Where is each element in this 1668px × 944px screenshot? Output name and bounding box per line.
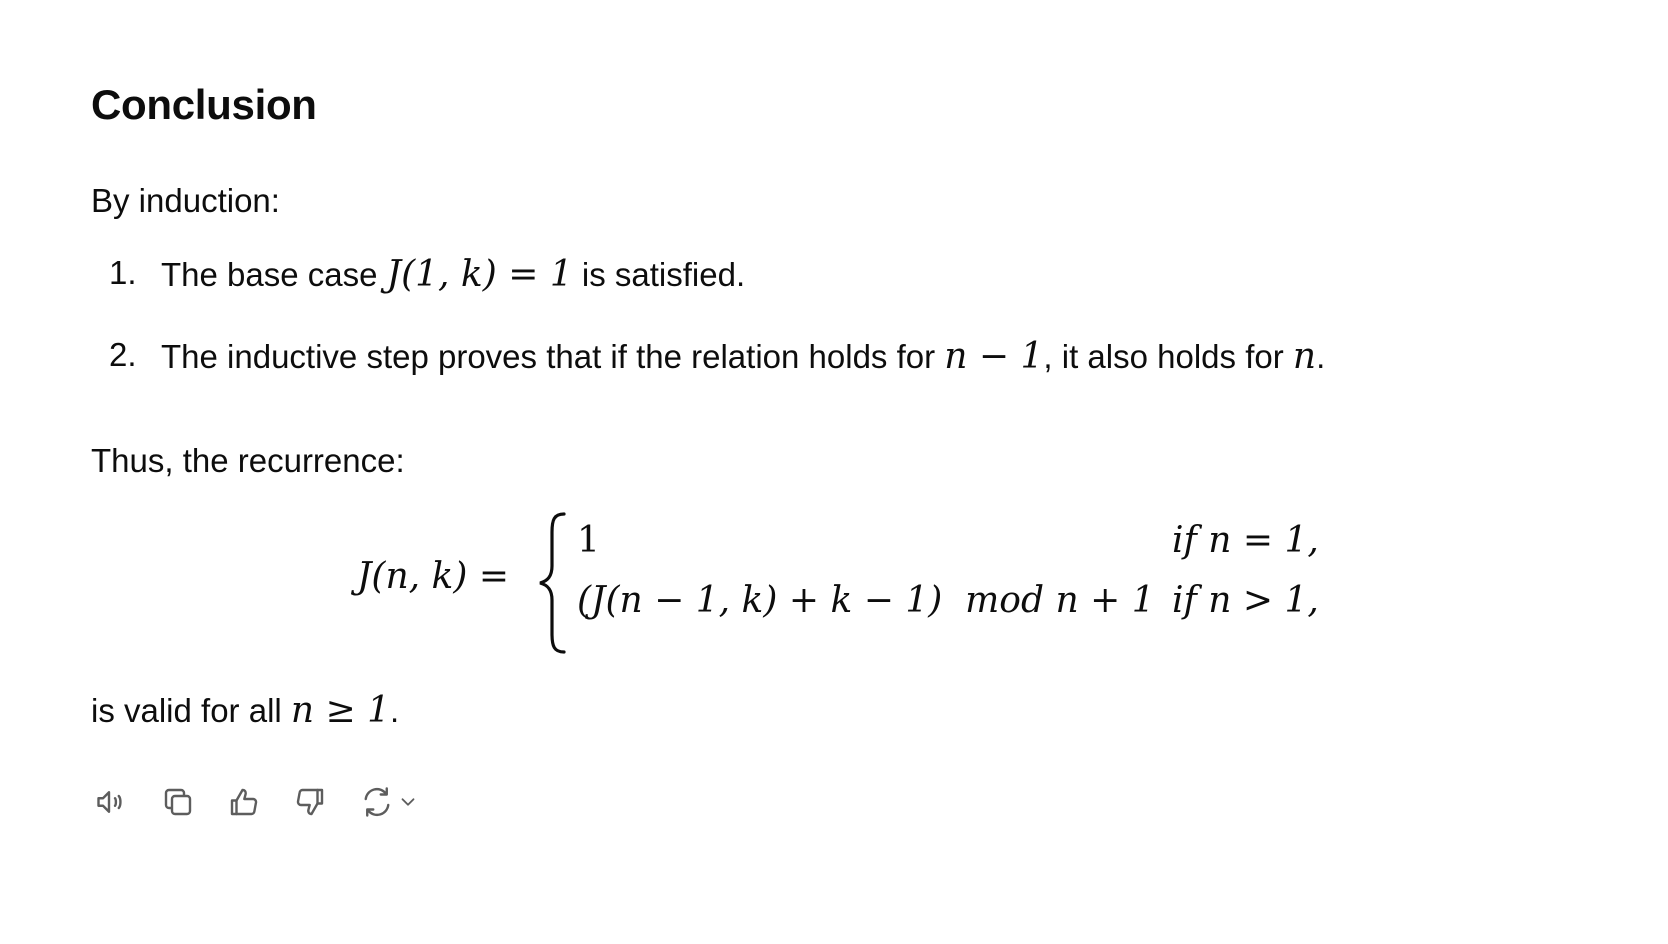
- list-text: The inductive step proves that if the relation holds for: [161, 337, 945, 375]
- case2-condition: if n > 1,: [1172, 580, 1319, 621]
- list-text: The base case: [161, 256, 387, 293]
- read-aloud-button[interactable]: [92, 782, 132, 822]
- list-number: 2.: [109, 335, 137, 373]
- copy-button[interactable]: [158, 782, 198, 822]
- left-brace: [532, 508, 576, 658]
- validity-pre: is valid for all: [91, 692, 291, 729]
- list-text: is satisfied.: [572, 256, 746, 293]
- validity-text: [91, 688, 399, 735]
- math-inline: n ≥ 1: [290, 690, 391, 731]
- list-text: , it also holds for: [1043, 337, 1293, 375]
- list-number: 1.: [109, 254, 137, 291]
- assistant-message: [91, 80, 1571, 731]
- message-actions-toolbar: [92, 780, 422, 824]
- regenerate-button[interactable]: [356, 782, 422, 822]
- equation-lhs: J(n, k) =: [357, 556, 510, 597]
- copy-icon: [160, 784, 196, 820]
- case1-value: 1: [577, 520, 600, 561]
- good-response-button[interactable]: [224, 782, 264, 822]
- list-text: .: [1316, 337, 1326, 375]
- math-inline: n: [1292, 335, 1317, 377]
- proof-steps-list: [91, 252, 1325, 381]
- recurrence-equation: [357, 508, 1457, 658]
- thumbs-down-icon: [292, 784, 328, 820]
- intro-text: By induction:: [91, 182, 280, 219]
- speaker-icon: [94, 784, 130, 820]
- thus-text: Thus, the recurrence:: [91, 442, 405, 479]
- math-inline: J(1, k) = 1: [386, 254, 573, 295]
- validity-post: .: [390, 692, 400, 729]
- section-heading: Conclusion: [91, 81, 317, 128]
- list-item: [91, 252, 1325, 299]
- thumbs-up-icon: [226, 784, 262, 820]
- bad-response-button[interactable]: [290, 782, 330, 822]
- regenerate-icon: [359, 784, 395, 820]
- case2-value: (J(n − 1, k) + k − 1) mod n + 1: [577, 580, 1155, 621]
- math-inline: n − 1: [944, 335, 1044, 377]
- chevron-down-icon: [397, 791, 419, 813]
- list-item: [91, 334, 1325, 381]
- case1-condition: if n = 1,: [1172, 520, 1319, 561]
